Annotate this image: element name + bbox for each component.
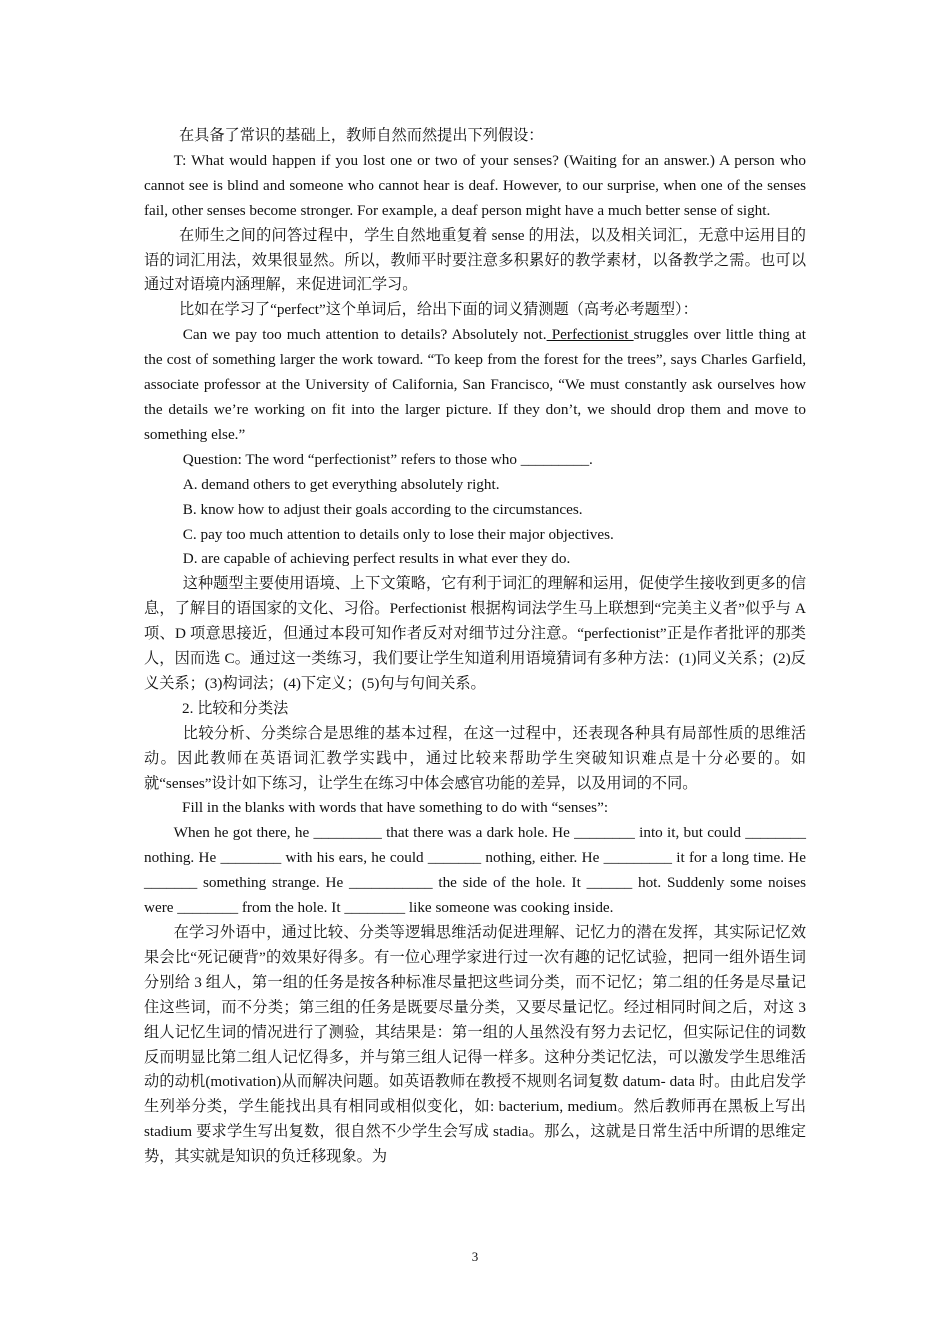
paragraph-hypothesis-intro: 在具备了常识的基础上，教师自然而然提出下列假设： (178, 127, 544, 144)
option-a: A. demand others to get everything absolutely right. (182, 475, 500, 493)
paragraph-classification-memory: 在学习外语中，通过比较、分类等逻辑思维活动促进理解、记忆力的潜在发挥，其实际记忆效果会比“死记硬背”的效果好得多。有一位心理学家进行过一次有趣的记忆试验，把同一组外语生词分别给 3 组人，第一组的任务是按各种标准尽量把这些词分类，而不记忆；第二组的任务是尽量记住这些词，而不分类；第三组的任务是既要尽量分类，又要尽量记忆。经过相同时间之后，对这 3 组人记忆生词的情况进行了测验，其结果是：第一组的人虽然没有努力去记忆，但实际记住的词数反而明显比第二组人记忆得多，并与第三组人记得一样多。这种分类记忆法，可以激发学生思维活动的动机(motivation)从而解决问题。如英语教师在教授不规则名词复数 datum- data 时。由此启发学生列举分类，学生能找出具有相同或相似变化，如: bacterium, medium。然后教师再在黑板上写出 stadium 要求学生写出复数，很自然不少学生会写成 stadia。那么，这就是日常生活中所谓的思维定势，其实就是知识的负迁移现象。为 (144, 924, 806, 1166)
paragraph-perfect-example-intro: 比如在学习了“perfect”这个单词后，给出下面的词义猜测题（高考必考题型）： (178, 301, 698, 319)
exercise-instruction: Fill in the blanks with words that have something to do with “senses”: (182, 799, 609, 817)
underlined-word-perfectionist: Perfectionist (546, 326, 634, 344)
option-b: B. know how to adjust their goals according to the circumstances. (182, 500, 583, 518)
section-heading-comparison: 2. 比较和分类法 (182, 699, 289, 717)
option-c: C. pay too much attention to details only to lose their major objectives. (182, 525, 614, 543)
paragraph-sense-usage: 在师生之间的问答过程中，学生自然地重复着 sense 的用法，以及相关词汇，无意中运用目的语的词汇用法，效果很显然。所以，教师平时要注意多积累好的教学素材，以备教学之需。也可以通过对语境内涵理解，来促进词汇学习。 (144, 226, 806, 294)
passage-text-rest: struggles over little thing at the cost of something larger the work toward. “To keep from the forest for the trees”, says Charles Garfield, associate professor at the University of California, San Francisco, “We must constantly ask ourselves how the details we’re working on fit into the larger picture. If they don’t, we should drop them and move to something else.” (144, 326, 806, 443)
page-number: 3 (471, 1249, 479, 1264)
paragraph-comparison-analysis: 比较分析、分类综合是思维的基本过程，在这一过程中，还表现各种具有局部性质的思维活动。因此教师在英语词汇教学实践中，通过比较来帮助学生突破知识难点是十分必要的。如就“senses”设计如下练习，让学生在练习中体会感官功能的差异，以及用词的不同。 (144, 724, 806, 792)
option-d: D. are capable of achieving perfect results in what ever they do. (182, 550, 571, 568)
paragraph-teacher-question: T: What would happen if you lost one or two of your senses? (Waiting for an answer.) A person who cannot see is blind and someone who cannot hear is deaf. However, to our surprise, when one of the senses fail, other senses become stronger. For example, a deaf person might have a much better sense of sight. (144, 151, 806, 219)
question-line: Question: The word “perfectionist” refers to those who _________. (182, 450, 593, 468)
passage-text-start: Can we pay too much attention to details? Absolutely not. (182, 326, 547, 344)
exercise-fill-in-blanks: When he got there, he _________ that there was a dark hole. He ________ into it, but could ________ nothing. He ________ with his ears, he could _______ nothing, either. He _________ it for a long time. He _______ something strange. He ___________ the side of the hole. It ______ hot. Suddenly some noises were ________ from the hole. It ________ like someone was cooking inside. (144, 824, 806, 917)
document-body (144, 124, 806, 1170)
paragraph-context-strategy: 这种题型主要使用语境、上下文策略，它有利于词汇的理解和运用，促使学生接收到更多的信息，了解目的语国家的文化、习俗。Perfectionist 根据构词法学生马上联想到“完美主义者”似乎与 A 项、D 项意思接近，但通过本段可知作者反对对细节过分注意。“perfectionist”正是作者批评的那类人，因而选 C。通过这一类练习，我们要让学生知道利用语境猜词有多种方法：(1)同义关系；(2)反义关系；(3)构词法；(4)下定义；(5)句与句间关系。 (144, 575, 806, 692)
paragraph-reading-passage (144, 323, 806, 448)
